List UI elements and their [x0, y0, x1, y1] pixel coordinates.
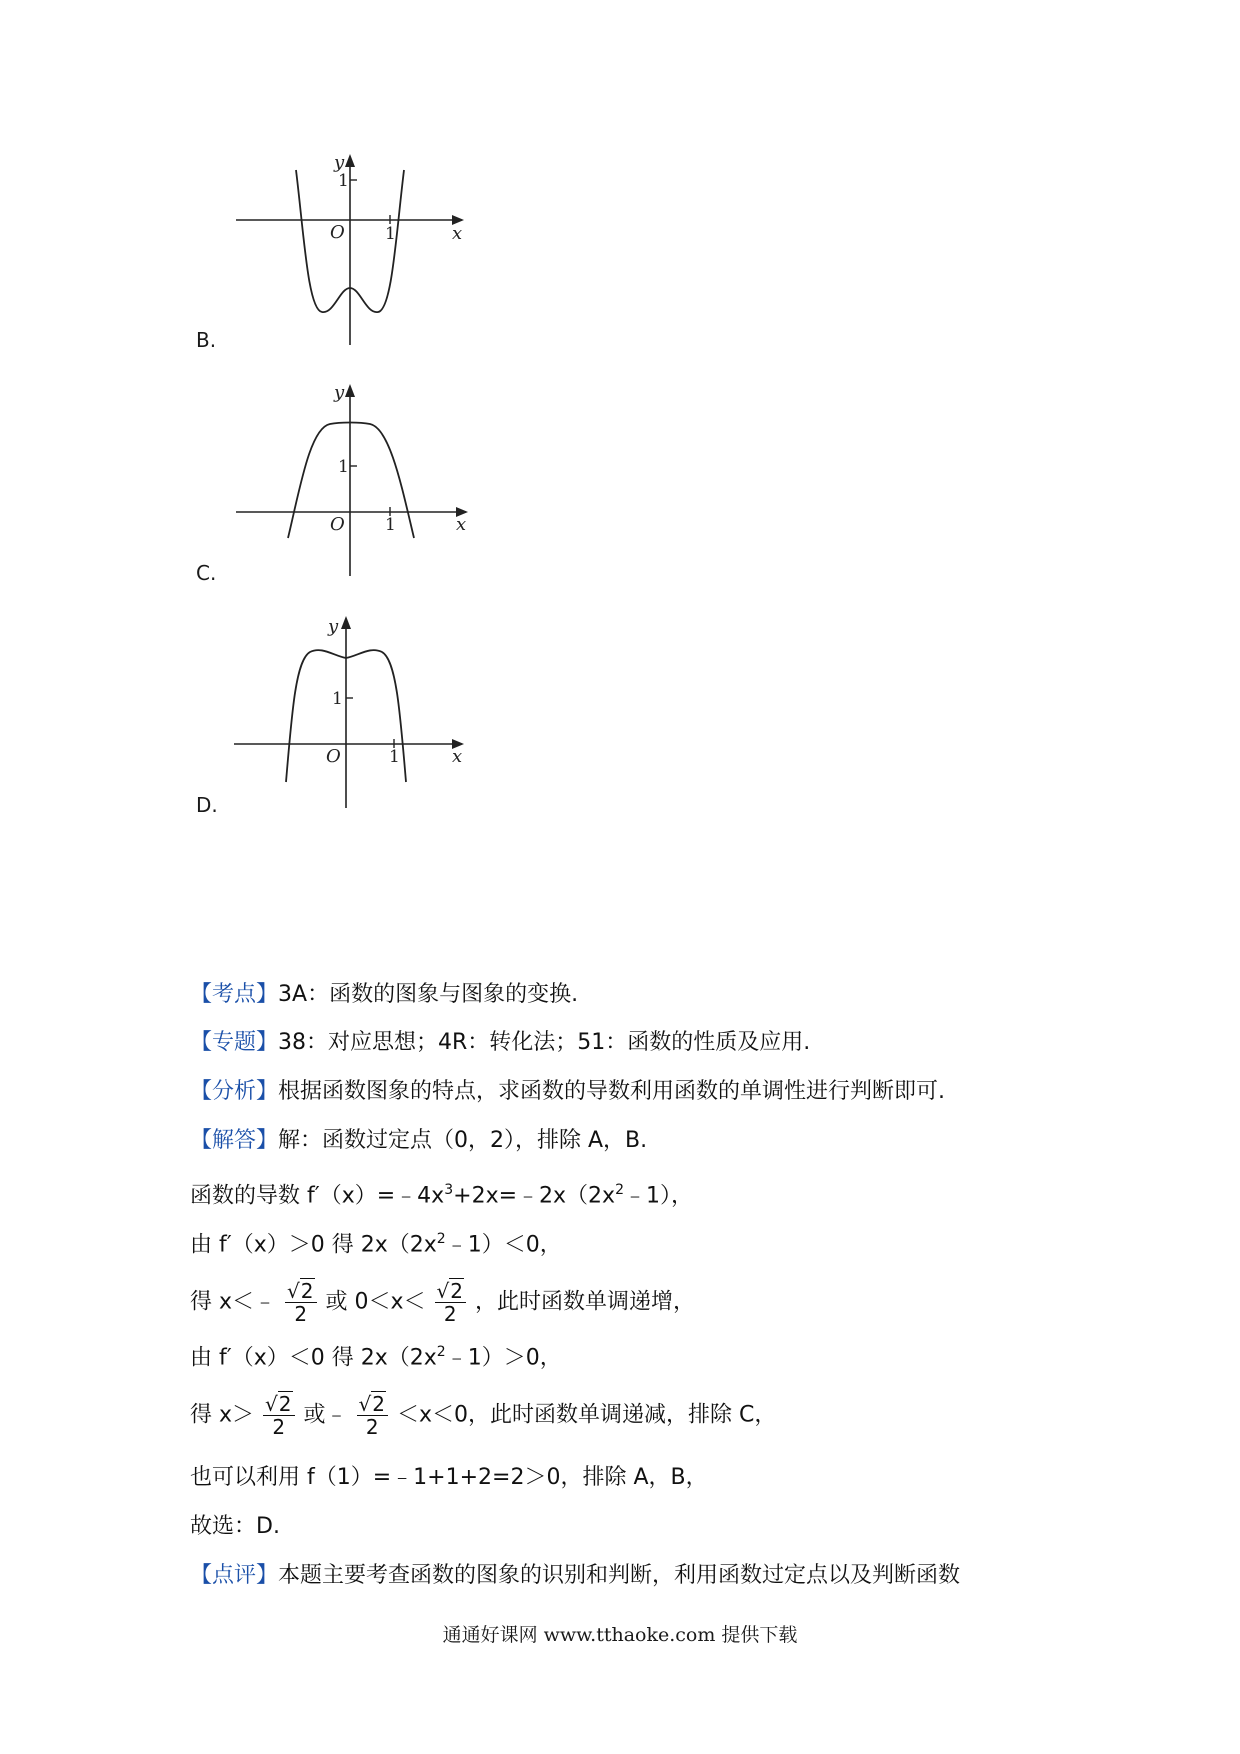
- option-c-graph: [230, 378, 480, 583]
- jieda-tag: 【解答】: [190, 1128, 279, 1153]
- option-d-graph: [230, 610, 480, 815]
- kaodian-line: [190, 980, 578, 1010]
- fenxi-line: [190, 1077, 945, 1107]
- dianping-tag: 【点评】: [190, 1563, 279, 1588]
- b-x-axis-label: x: [452, 223, 463, 244]
- zhuanti-line: [190, 1028, 810, 1058]
- d-y-one-label: 1: [332, 689, 343, 709]
- decreasing-condition-line: 由 f′（x）＜0 得 $2x(2x^2﹣1)>0$，: [190, 1344, 562, 1371]
- increasing-condition-line: 由 f′（x）＞0 得 $2x(2x^2﹣1)<0$，: [190, 1231, 562, 1258]
- option-c-label: C.: [196, 561, 217, 585]
- c-origin-label: O: [330, 514, 345, 535]
- kaodian-text: 3A：函数的图象与图象的变换.: [278, 982, 579, 1007]
- b-y-one-label: 1: [338, 171, 349, 191]
- d-x-axis-label: x: [452, 746, 463, 767]
- dianping-text: 本题主要考查函数的图象的识别和判断，利用函数过定点以及判断函数: [278, 1563, 961, 1588]
- c-y-one-label: 1: [338, 457, 349, 477]
- jieda-text: 解：函数过定点（0，2），排除 A，B.: [278, 1128, 648, 1153]
- d-origin-label: O: [326, 746, 341, 767]
- d-x-one-label: 1: [389, 747, 400, 767]
- fraction-sqrt2-over-2: $\frac{√2}{2}$: [263, 1393, 294, 1438]
- dianping-line: [190, 1561, 960, 1591]
- jieda-line: [190, 1126, 647, 1156]
- c-x-one-label: 1: [385, 515, 396, 535]
- zhuanti-tag: 【专题】: [190, 1030, 279, 1055]
- answer-line: 故选：D.: [190, 1514, 280, 1539]
- fraction-sqrt2-over-2: $\frac{√2}{2}$: [285, 1280, 316, 1325]
- c-y-axis-label: y: [334, 382, 345, 403]
- d-y-axis-label: y: [328, 616, 339, 637]
- b-y-axis-label: y: [334, 152, 345, 173]
- zhuanti-text: 38：对应思想；4R：转化法；51：函数的性质及应用.: [278, 1030, 811, 1055]
- option-b-label: B.: [196, 328, 217, 352]
- decreasing-interval-line: 得 x＞ $\frac{√2}{2}$ 或﹣ $\frac{√2}{2}$ ＜x＜0，此时函数单调递减，排除 C，: [190, 1392, 777, 1439]
- c-x-axis-label: x: [456, 514, 467, 535]
- b-origin-label: O: [330, 222, 345, 243]
- option-d-label: D.: [196, 793, 218, 817]
- increasing-interval-line: 得 x＜﹣ $\frac{√2}{2}$ 或 0＜x＜ $\frac{√2}{2}$ ，此时函数单调递增，: [190, 1279, 696, 1326]
- kaodian-tag: 【考点】: [190, 982, 279, 1007]
- b-x-one-label: 1: [385, 224, 396, 244]
- fraction-sqrt2-over-2: $\frac{√2}{2}$: [435, 1280, 466, 1325]
- fraction-sqrt2-over-2: $\frac{√2}{2}$: [357, 1393, 388, 1438]
- fenxi-tag: 【分析】: [190, 1079, 279, 1104]
- page-footer: 通通好课网 www.tthaoke.com 提供下载: [442, 1624, 798, 1646]
- check-point-line: 也可以利用 f（1）=﹣1+1+2=2＞0，排除 A，B，: [190, 1465, 708, 1490]
- option-b-graph: [230, 140, 480, 350]
- derivative-line: 函数的导数 $f'(x)=﹣4x^3+2x=﹣2x(2x^2﹣1)$，: [190, 1182, 693, 1209]
- fenxi-text: 根据函数图象的特点，求函数的导数利用函数的单调性进行判断即可.: [278, 1079, 946, 1104]
